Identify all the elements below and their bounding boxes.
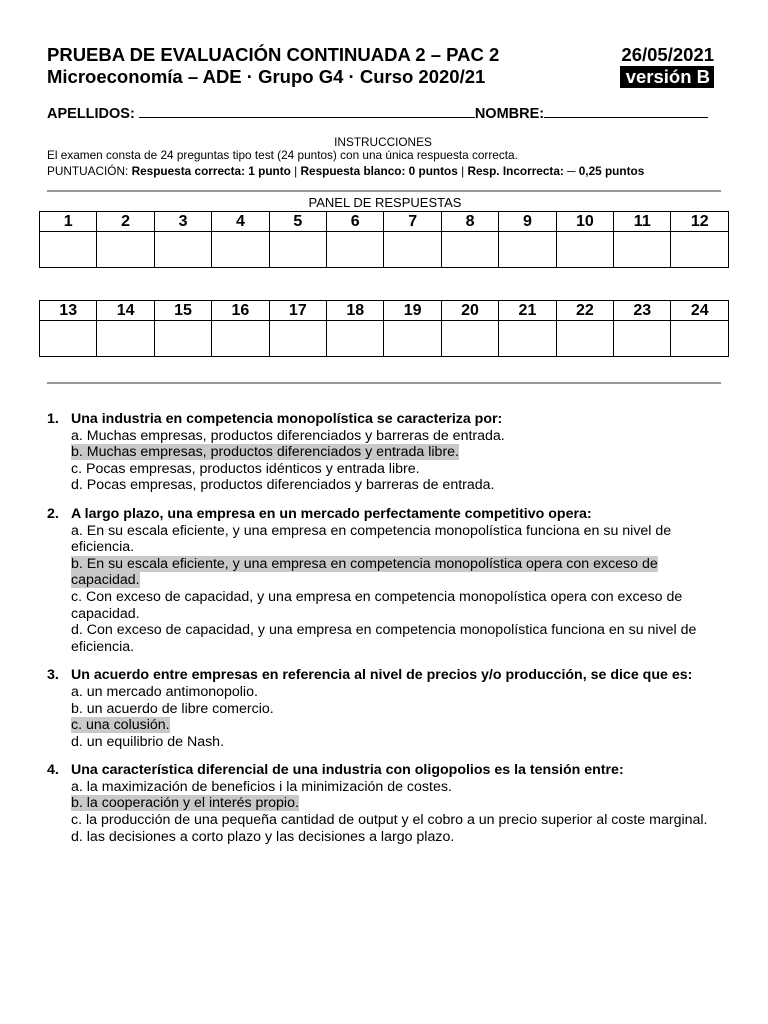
divider (47, 382, 721, 384)
answer-option-text-highlighted: b. Muchas empresas, productos diferenciados y entrada libre. (71, 444, 459, 461)
scoring-separator: | (457, 164, 468, 178)
subtitle-row (47, 66, 714, 88)
surname-field[interactable] (139, 103, 475, 118)
answer-option (71, 523, 717, 556)
question-stem (47, 506, 717, 523)
answer-grid-13-24 (39, 300, 729, 357)
answer-number: 1 (40, 212, 97, 232)
answer-number: 22 (556, 301, 613, 321)
answer-option (71, 829, 717, 846)
answer-number: 19 (384, 301, 441, 321)
course-subtitle: Microeconomía – ADE · Grupo G4 · Curso 2020/21 (47, 66, 486, 87)
question (47, 411, 717, 494)
question-options (47, 428, 717, 494)
answer-option-text: d. Con exceso de capacidad, y una empresa en competencia monopolística funciona en su nivel de eficiencia. (71, 622, 697, 655)
answer-box[interactable] (614, 232, 671, 268)
answer-number: 3 (154, 212, 211, 232)
answer-option (71, 734, 717, 751)
answer-option-text: a. un mercado antimonopolio. (71, 683, 258, 700)
answer-box[interactable] (614, 321, 671, 357)
answer-box[interactable] (40, 321, 97, 357)
answer-number: 24 (671, 301, 729, 321)
answer-box[interactable] (97, 232, 154, 268)
answer-option (71, 701, 717, 718)
version-badge: versión B (620, 66, 714, 88)
answer-option (71, 795, 717, 812)
answer-option-text: c. Con exceso de capacidad, y una empresa en competencia monopolística opera con exceso de capacidad. (71, 588, 683, 622)
answer-option-text: d. las decisiones a corto plazo y las decisiones a largo plazo. (71, 828, 455, 845)
question-number: 2. (47, 505, 59, 522)
answer-grid-1-12 (39, 211, 729, 268)
answer-box[interactable] (154, 321, 211, 357)
answer-box[interactable] (97, 321, 154, 357)
answer-number: 18 (327, 301, 384, 321)
divider (47, 190, 721, 192)
answer-option (71, 589, 717, 622)
answer-option-text: b. un acuerdo de libre comercio. (71, 700, 274, 717)
answer-option-text: d. Pocas empresas, productos diferenciados y barreras de entrada. (71, 477, 495, 494)
answer-box[interactable] (556, 321, 613, 357)
answer-option (71, 717, 717, 734)
name-field[interactable] (544, 103, 708, 118)
answer-box[interactable] (269, 321, 326, 357)
answer-grid-numbers (40, 301, 729, 321)
scoring-correct: Respuesta correcta: 1 punto (131, 164, 291, 178)
answer-box[interactable] (441, 232, 498, 268)
answer-option (71, 684, 717, 701)
title-row (47, 44, 714, 66)
answer-box[interactable] (212, 321, 269, 357)
question-list (47, 411, 717, 857)
question-text: Un acuerdo entre empresas en referencia al nivel de precios y/o producción, se dice que es: (71, 667, 693, 684)
question (47, 762, 717, 845)
question-text: Una industria en competencia monopolística se caracteriza por: (71, 411, 503, 427)
question-stem (47, 411, 717, 428)
answer-number: 9 (499, 212, 556, 232)
answer-option-text: a. En su escala eficiente, y una empresa en competencia monopolística funciona en su nivel de eficiencia. (71, 522, 672, 556)
answer-option (71, 461, 717, 478)
scoring-separator: | (290, 164, 301, 178)
answer-number: 15 (154, 301, 211, 321)
answer-box[interactable] (384, 321, 441, 357)
question-options (47, 684, 717, 750)
answer-box[interactable] (556, 232, 613, 268)
answer-number: 13 (40, 301, 97, 321)
answer-number: 8 (441, 212, 498, 232)
instructions-text: El examen consta de 24 preguntas tipo test (24 puntos) con una única respuesta correcta. (47, 148, 518, 162)
answer-option-text-highlighted: b. la cooperación y el interés propio. (71, 795, 299, 812)
answer-number: 21 (499, 301, 556, 321)
answer-number: 17 (269, 301, 326, 321)
question-options (47, 523, 717, 656)
answer-box[interactable] (40, 232, 97, 268)
answer-box[interactable] (671, 232, 729, 268)
scoring-label: PUNTUACIÓN: (47, 164, 132, 178)
scoring-blank: Respuesta blanco: 0 puntos (300, 164, 458, 178)
answer-box[interactable] (499, 321, 556, 357)
answer-option (71, 779, 717, 796)
answer-panel-title: PANEL DE RESPUESTAS (308, 195, 462, 210)
student-fields (47, 103, 719, 122)
answer-grid-numbers (40, 212, 729, 232)
question-stem (47, 762, 717, 779)
surname-label: APELLIDOS: (47, 106, 135, 122)
answer-box[interactable] (154, 232, 211, 268)
answer-option-text: a. la maximización de beneficios i la minimización de costes. (71, 778, 452, 795)
answer-number: 11 (614, 212, 671, 232)
answer-option (71, 428, 717, 445)
exam-title: PRUEBA DE EVALUACIÓN CONTINUADA 2 – PAC 2 (47, 44, 500, 65)
question (47, 506, 717, 655)
question-stem (47, 667, 717, 684)
answer-option-text: d. un equilibrio de Nash. (71, 733, 225, 750)
question-number: 1. (47, 411, 59, 427)
instructions-heading: INSTRUCCIONES (334, 135, 432, 149)
answer-option-text: c. Pocas empresas, productos idénticos y entrada libre. (71, 460, 420, 477)
answer-number: 5 (269, 212, 326, 232)
question-options (47, 779, 717, 845)
answer-number: 6 (327, 212, 384, 232)
answer-box[interactable] (327, 321, 384, 357)
scoring-incorrect: Resp. Incorrecta: ─ 0,25 puntos (467, 164, 645, 178)
answer-option (71, 477, 717, 494)
exam-date: 26/05/2021 (621, 44, 714, 65)
question (47, 667, 717, 750)
answer-option-text-highlighted: c. una colusión. (71, 717, 170, 734)
answer-option-text: c. la producción de una pequeña cantidad de output y el cobro a un precio superior al coste marginal. (71, 812, 708, 829)
answer-number: 10 (556, 212, 613, 232)
answer-box[interactable] (441, 321, 498, 357)
answer-box[interactable] (384, 232, 441, 268)
answer-box[interactable] (671, 321, 729, 357)
answer-grid-boxes (40, 321, 729, 357)
question-text: Una característica diferencial de una industria con oligopolios es la tensión entre: (71, 762, 624, 779)
answer-number: 12 (671, 212, 729, 232)
name-label: NOMBRE: (474, 106, 545, 122)
answer-box[interactable] (212, 232, 269, 268)
answer-number: 20 (441, 301, 498, 321)
question-number: 4. (47, 762, 59, 779)
scoring-line (47, 163, 719, 179)
answer-option (71, 444, 717, 461)
answer-number: 7 (384, 212, 441, 232)
answer-grid-boxes (40, 232, 729, 268)
answer-box[interactable] (327, 232, 384, 268)
answer-option (71, 812, 717, 829)
answer-number: 16 (212, 301, 269, 321)
answer-option-text: a. Muchas empresas, productos diferenciados y barreras de entrada. (71, 427, 505, 444)
answer-box[interactable] (269, 232, 326, 268)
answer-number: 4 (212, 212, 269, 232)
question-number: 3. (47, 667, 59, 684)
answer-number: 23 (614, 301, 671, 321)
answer-number: 14 (97, 301, 154, 321)
answer-number: 2 (97, 212, 154, 232)
question-text: A largo plazo, una empresa en un mercado perfectamente competitivo opera: (71, 505, 592, 522)
answer-option (71, 622, 717, 655)
answer-box[interactable] (499, 232, 556, 268)
answer-option-text-highlighted: b. En su escala eficiente, y una empresa en competencia monopolística opera con exceso de capacidad. (71, 555, 658, 589)
answer-option (71, 556, 717, 589)
